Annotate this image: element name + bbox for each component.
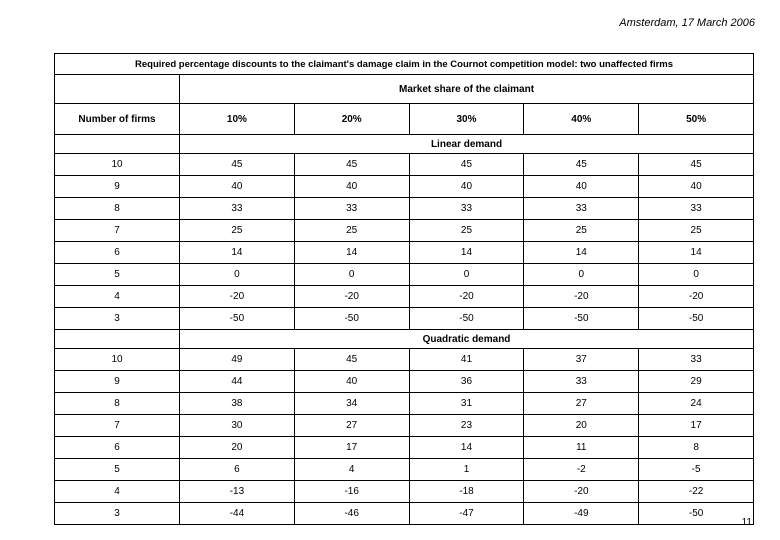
column-header: 40% — [524, 104, 639, 135]
value-cell: 40 — [409, 176, 524, 198]
firms-cell: 5 — [55, 264, 180, 286]
table-row — [55, 176, 754, 198]
empty-cell — [55, 75, 180, 104]
firms-cell: 5 — [55, 459, 180, 481]
value-cell: -50 — [180, 308, 295, 330]
value-cell: 14 — [409, 242, 524, 264]
value-cell: 33 — [524, 371, 639, 393]
value-cell: 14 — [639, 242, 754, 264]
firms-cell: 7 — [55, 415, 180, 437]
value-cell: 23 — [409, 415, 524, 437]
value-cell: 25 — [524, 220, 639, 242]
table-row — [55, 154, 754, 176]
value-cell: 33 — [639, 198, 754, 220]
value-cell: 27 — [294, 415, 409, 437]
value-cell: 34 — [294, 393, 409, 415]
table-row — [55, 349, 754, 371]
value-cell: 0 — [180, 264, 295, 286]
value-cell: 45 — [524, 154, 639, 176]
firms-cell: 3 — [55, 308, 180, 330]
firms-cell: 10 — [55, 349, 180, 371]
value-cell: 40 — [294, 176, 409, 198]
firms-cell: 6 — [55, 242, 180, 264]
value-cell: 36 — [409, 371, 524, 393]
value-cell: 40 — [524, 176, 639, 198]
value-cell: 14 — [409, 437, 524, 459]
value-cell: 20 — [524, 415, 639, 437]
value-cell: 14 — [294, 242, 409, 264]
value-cell: 25 — [294, 220, 409, 242]
value-cell: 14 — [180, 242, 295, 264]
column-header-row — [55, 104, 754, 135]
empty-cell — [55, 135, 180, 154]
table-row — [55, 198, 754, 220]
value-cell: -18 — [409, 481, 524, 503]
value-cell: -20 — [180, 286, 295, 308]
value-cell: 0 — [524, 264, 639, 286]
firms-cell: 4 — [55, 481, 180, 503]
page-number: 11 — [741, 517, 752, 528]
value-cell: 0 — [639, 264, 754, 286]
value-cell: -20 — [294, 286, 409, 308]
table-row — [55, 308, 754, 330]
value-cell: -20 — [639, 286, 754, 308]
value-cell: -22 — [639, 481, 754, 503]
value-cell: -2 — [524, 459, 639, 481]
value-cell: 45 — [639, 154, 754, 176]
value-cell: 33 — [639, 349, 754, 371]
firms-cell: 6 — [55, 437, 180, 459]
value-cell: 6 — [180, 459, 295, 481]
table-row — [55, 459, 754, 481]
number-of-firms-header: Number of firms — [55, 104, 180, 135]
value-cell: 31 — [409, 393, 524, 415]
column-header: 20% — [294, 104, 409, 135]
value-cell: 27 — [524, 393, 639, 415]
section-label: Linear demand — [180, 135, 754, 154]
table-row — [55, 220, 754, 242]
table-title: Required percentage discounts to the claimant's damage claim in the Cournot competition model: two unaffected firms — [55, 54, 754, 75]
value-cell: 33 — [409, 198, 524, 220]
column-header: 50% — [639, 104, 754, 135]
discount-table — [54, 53, 754, 525]
value-cell: -50 — [639, 308, 754, 330]
value-cell: 24 — [639, 393, 754, 415]
firms-cell: 8 — [55, 198, 180, 220]
value-cell: 17 — [294, 437, 409, 459]
table-row — [55, 242, 754, 264]
value-cell: -13 — [180, 481, 295, 503]
firms-cell: 3 — [55, 503, 180, 525]
value-cell: -20 — [524, 286, 639, 308]
table-row — [55, 286, 754, 308]
market-share-label: Market share of the claimant — [180, 75, 754, 104]
header-date: Amsterdam, 17 March 2006 — [619, 17, 755, 29]
section-label: Quadratic demand — [180, 330, 754, 349]
value-cell: -50 — [524, 308, 639, 330]
value-cell: -47 — [409, 503, 524, 525]
value-cell: 4 — [294, 459, 409, 481]
value-cell: 29 — [639, 371, 754, 393]
column-header: 30% — [409, 104, 524, 135]
value-cell: -5 — [639, 459, 754, 481]
table-row — [55, 437, 754, 459]
value-cell: -46 — [294, 503, 409, 525]
value-cell: 44 — [180, 371, 295, 393]
value-cell: 45 — [294, 349, 409, 371]
table-title-row — [55, 54, 754, 75]
table-row — [55, 393, 754, 415]
value-cell: 8 — [639, 437, 754, 459]
table-row — [55, 503, 754, 525]
value-cell: 20 — [180, 437, 295, 459]
value-cell: -49 — [524, 503, 639, 525]
firms-cell: 7 — [55, 220, 180, 242]
value-cell: 33 — [180, 198, 295, 220]
value-cell: 40 — [180, 176, 295, 198]
value-cell: 17 — [639, 415, 754, 437]
firms-cell: 9 — [55, 371, 180, 393]
value-cell: 41 — [409, 349, 524, 371]
value-cell: 38 — [180, 393, 295, 415]
value-cell: 45 — [294, 154, 409, 176]
value-cell: 25 — [409, 220, 524, 242]
firms-cell: 9 — [55, 176, 180, 198]
value-cell: 30 — [180, 415, 295, 437]
value-cell: 33 — [524, 198, 639, 220]
empty-cell — [55, 330, 180, 349]
value-cell: 1 — [409, 459, 524, 481]
table-row — [55, 371, 754, 393]
value-cell: 40 — [294, 371, 409, 393]
value-cell: 45 — [180, 154, 295, 176]
value-cell: -50 — [294, 308, 409, 330]
firms-cell: 4 — [55, 286, 180, 308]
value-cell: 45 — [409, 154, 524, 176]
value-cell: 25 — [180, 220, 295, 242]
value-cell: 14 — [524, 242, 639, 264]
value-cell: 0 — [409, 264, 524, 286]
value-cell: 49 — [180, 349, 295, 371]
table-row — [55, 415, 754, 437]
section-header-row — [55, 330, 754, 349]
firms-cell: 8 — [55, 393, 180, 415]
value-cell: -20 — [409, 286, 524, 308]
column-header: 10% — [180, 104, 295, 135]
value-cell: -50 — [409, 308, 524, 330]
value-cell: -20 — [524, 481, 639, 503]
value-cell: 37 — [524, 349, 639, 371]
section-header-row — [55, 135, 754, 154]
value-cell: 25 — [639, 220, 754, 242]
value-cell: 33 — [294, 198, 409, 220]
value-cell: 40 — [639, 176, 754, 198]
value-cell: 0 — [294, 264, 409, 286]
value-cell: -16 — [294, 481, 409, 503]
value-cell: -44 — [180, 503, 295, 525]
value-cell: 11 — [524, 437, 639, 459]
market-share-row — [55, 75, 754, 104]
firms-cell: 10 — [55, 154, 180, 176]
table-row — [55, 481, 754, 503]
table-row — [55, 264, 754, 286]
value-cell: -50 — [639, 503, 754, 525]
